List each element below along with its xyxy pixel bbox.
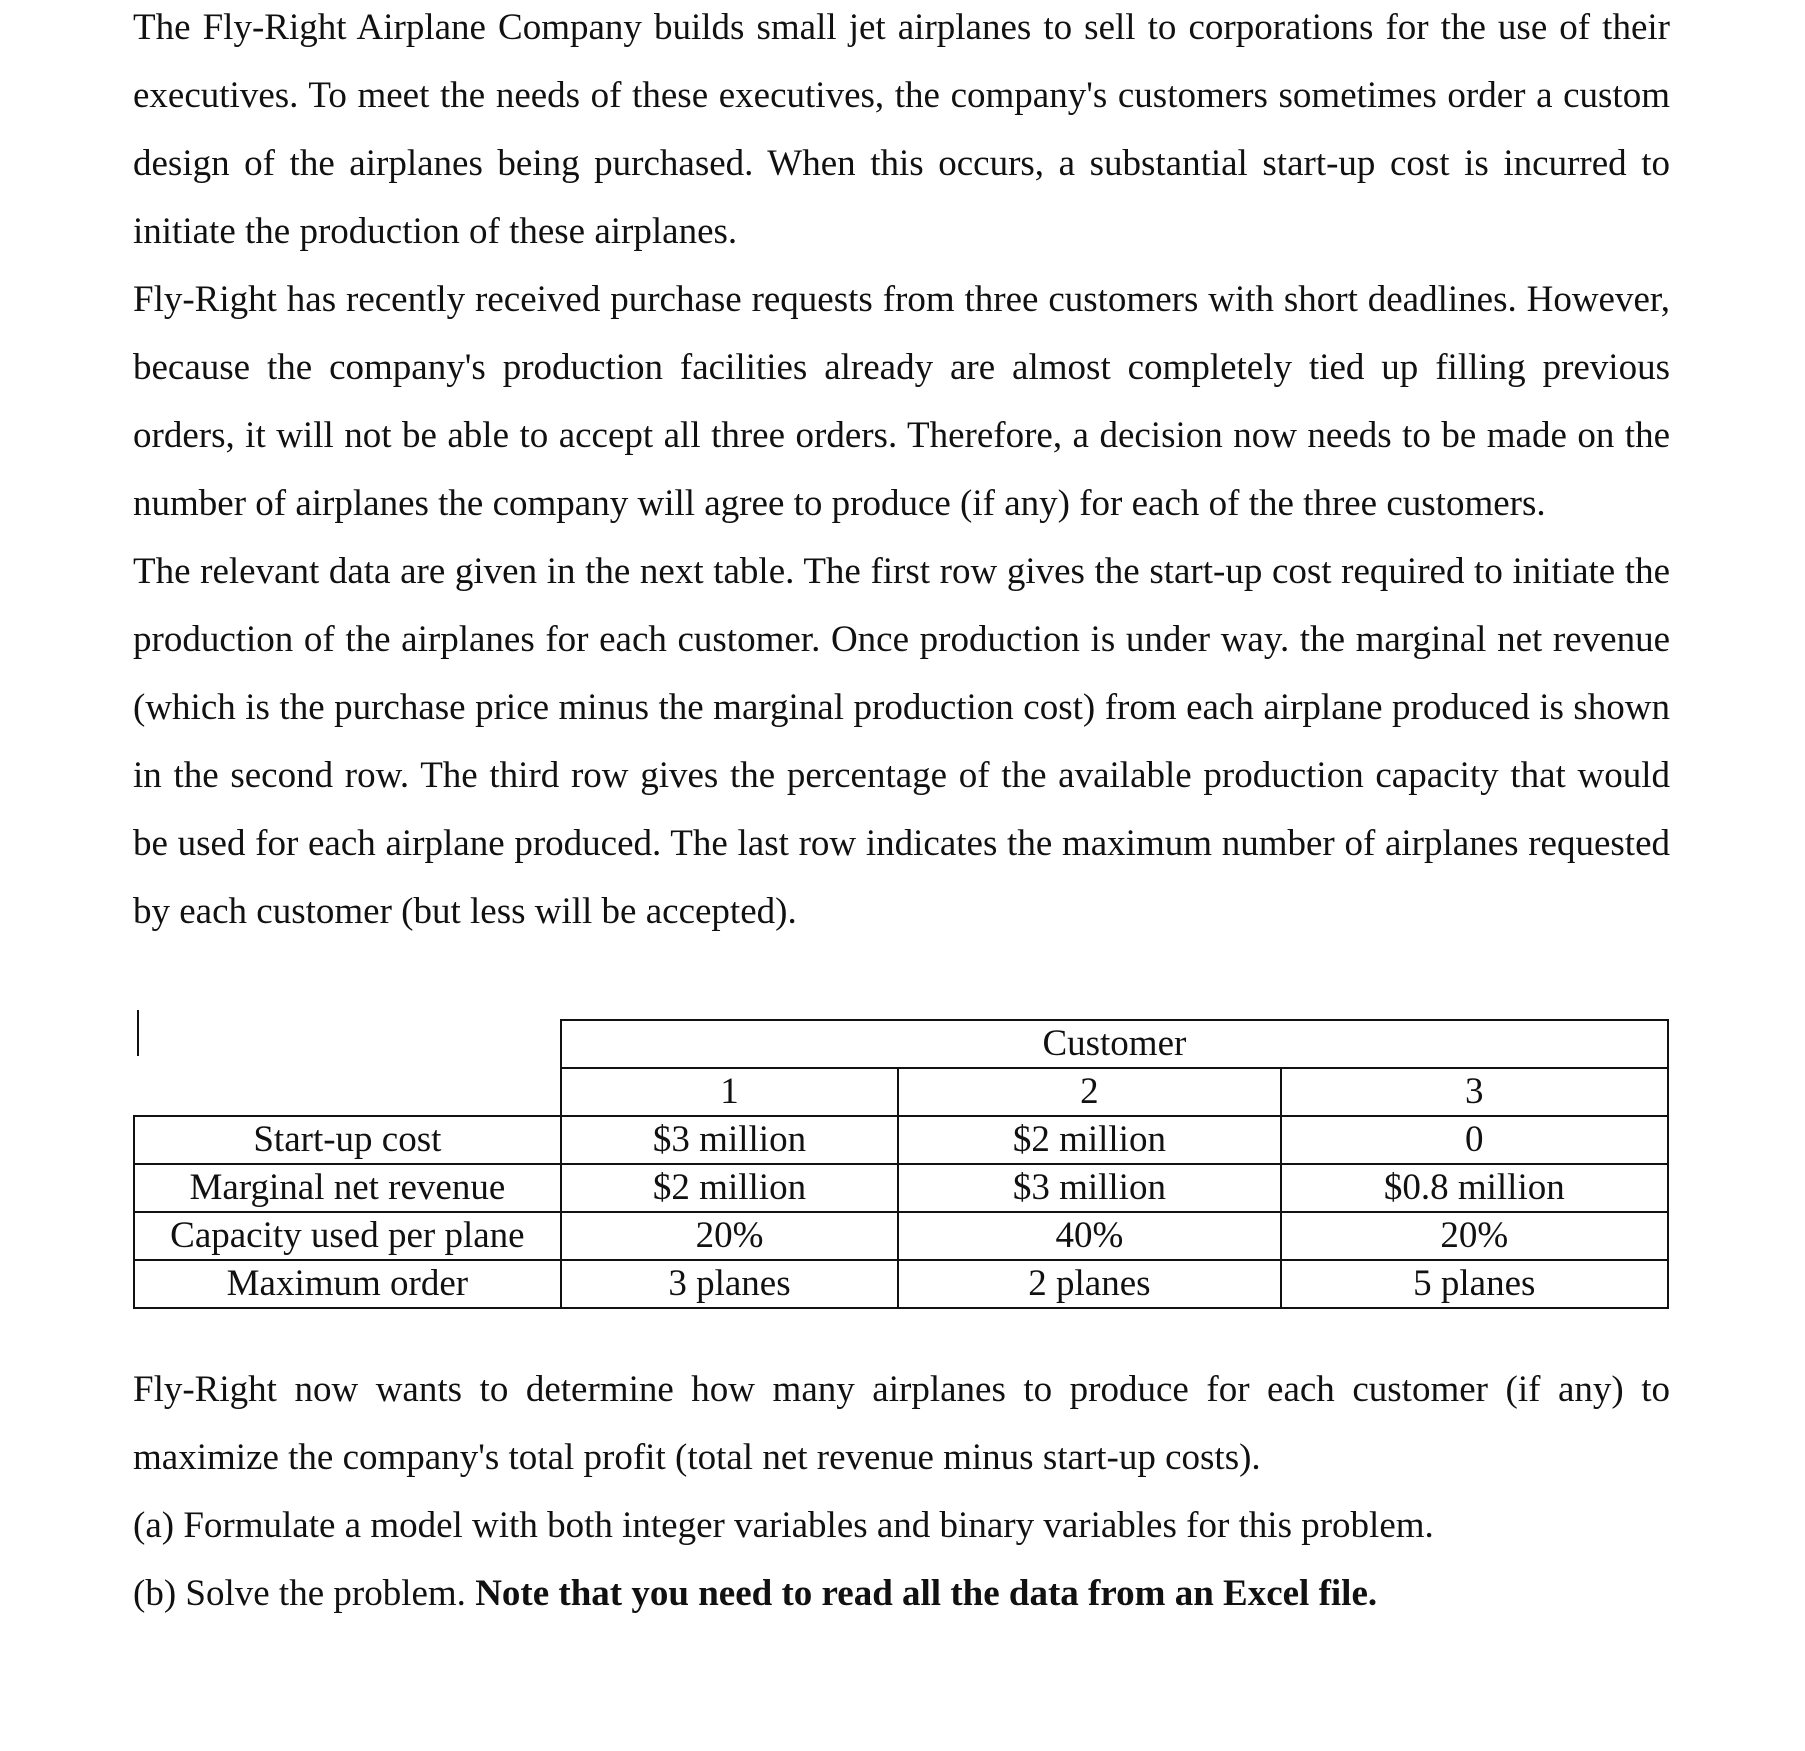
intro-paragraph-3: The relevant data are given in the next table. The first row gives the start-up cost required to initiate the production of the airplanes for each customer. Once production is under way. the marginal net revenue (which is the purchase price minus the marginal production cost) from each airplane produced is shown in the second row. The third row gives the percentage of the available production capacity that would be used for each airplane produced. The last row indicates the maximum number of airplanes requested by each customer (but less will be accepted). <box>133 551 1670 932</box>
table-cell: 20% <box>1281 1212 1668 1260</box>
intro-paragraph-2: Fly-Right has recently received purchase requests from three customers with short deadlines. However, because the company's production facilities already are almost completely tied up filling previous orders, it will not be able to accept all three orders. Therefore, a decision now needs to be made on the number of airplanes the company will agree to produce (if any) for each of the three customers. <box>133 279 1670 524</box>
table-cell: $3 million <box>898 1164 1280 1212</box>
customer-2-header: 2 <box>898 1068 1280 1116</box>
table-corner-blank <box>134 1020 561 1068</box>
customer-data-table <box>133 1019 1669 1309</box>
closing-section <box>133 1356 1670 1628</box>
question-part-b-note: Note that you need to read all the data from an Excel file. <box>475 1573 1378 1614</box>
row-label-marginal-net-revenue: Marginal net revenue <box>134 1164 561 1212</box>
closing-paragraph: Fly-Right now wants to determine how many airplanes to produce for each customer (if any) to maximize the company's total profit (total net revenue minus start-up costs). <box>133 1369 1670 1478</box>
table-row <box>134 1260 1668 1308</box>
table-cell: $2 million <box>561 1164 898 1212</box>
table-cell: $3 million <box>561 1116 898 1164</box>
table-group-header-row <box>134 1020 1668 1068</box>
table-row <box>134 1164 1668 1212</box>
table-row <box>134 1212 1668 1260</box>
table-cell: $2 million <box>898 1116 1280 1164</box>
table-cell: $0.8 million <box>1281 1164 1668 1212</box>
table-cell: 2 planes <box>898 1260 1280 1308</box>
customer-3-header: 3 <box>1281 1068 1668 1116</box>
intro-paragraph-1: The Fly-Right Airplane Company builds small jet airplanes to sell to corporations for the use of their executives. To meet the needs of these executives, the company's customers sometimes order a custom design of the airplanes being purchased. When this occurs, a substantial start-up cost is incurred to initiate the production of these airplanes. <box>133 7 1670 252</box>
row-label-startup-cost: Start-up cost <box>134 1116 561 1164</box>
question-part-b-text: (b) Solve the problem. <box>133 1573 476 1614</box>
table-cell: 40% <box>898 1212 1280 1260</box>
table-cell: 0 <box>1281 1116 1668 1164</box>
table-row <box>134 1116 1668 1164</box>
row-label-capacity-used: Capacity used per plane <box>134 1212 561 1260</box>
customer-1-header: 1 <box>561 1068 898 1116</box>
customer-group-header: Customer <box>561 1020 1668 1068</box>
table-cell: 3 planes <box>561 1260 898 1308</box>
table-cell: 5 planes <box>1281 1260 1668 1308</box>
table-corner-blank <box>134 1068 561 1116</box>
table-cell: 20% <box>561 1212 898 1260</box>
problem-statement <box>133 0 1670 946</box>
row-label-maximum-order: Maximum order <box>134 1260 561 1308</box>
table-customer-number-row <box>134 1068 1668 1116</box>
question-part-b <box>133 1560 1670 1628</box>
question-part-a: (a) Formulate a model with both integer variables and binary variables for this problem. <box>133 1505 1434 1546</box>
